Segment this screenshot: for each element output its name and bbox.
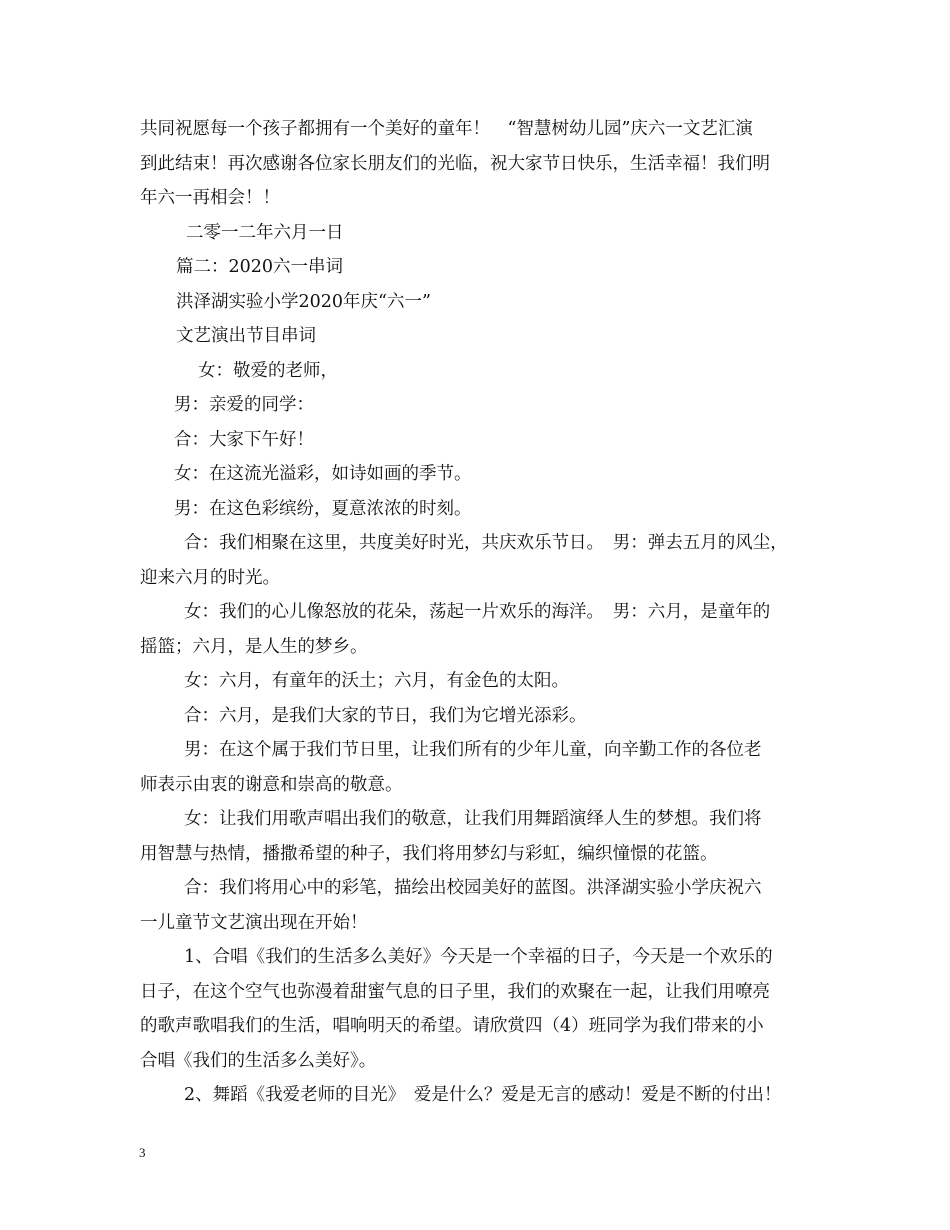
script-line: 合唱《我们的生活多么美好》。 (140, 1050, 377, 1071)
script-line: 师表示由衷的谢意和崇高的敬意。 (140, 774, 403, 795)
script-line: 2、舞蹈《我爱老师的目光》 爱是什么？爱是无言的感动！爱是不断的付出！ (184, 1085, 782, 1105)
text-line: 共同祝愿每一个孩子都拥有一个美好的童年！ “智慧树幼儿园”庆六一文艺汇演 (140, 119, 753, 139)
script-line: 合：六月，是我们大家的节日，我们为它增光添彩。 (184, 705, 587, 726)
script-line: 合：我们相聚在这里，共度美好时光，共庆欢乐节日。 男：弹去五月的风尘， (184, 533, 788, 553)
date-line: 二零一二年六月一日 (186, 222, 344, 243)
script-line: 女：让我们用歌声唱出我们的敬意，让我们用舞蹈演绎人生的梦想。我们将 (184, 809, 762, 829)
text-line: 到此结束！再次感谢各位家长朋友们的光临，祝大家节日快乐，生活幸福！我们明 (140, 153, 770, 174)
script-line: 合：我们将用心中的彩笔，描绘出校园美好的蓝图。洪泽湖实验小学庆祝六 (184, 878, 762, 898)
script-line: 男：在这个属于我们节日里，让我们所有的少年儿童，向辛勤工作的各位老 (184, 740, 762, 760)
script-line: 的歌声歌唱我们的生活，唱响明天的希望。请欣赏四（4）班同学为我们带来的小 (140, 1016, 764, 1036)
script-line: 女：我们的心儿像怒放的花朵，荡起一片欢乐的海洋。 男：六月，是童年的 (184, 602, 771, 622)
script-line: 男：在这色彩缤纷，夏意浓浓的时刻。 (174, 498, 472, 519)
text-line: 年六一再相会！！ (140, 188, 280, 208)
program-title: 洪泽湖实验小学2020年庆“六一” (176, 291, 431, 312)
program-subtitle: 文艺演出节目串词 (176, 326, 316, 346)
script-line: 用智慧与热情，播撒希望的种子，我们将用梦幻与彩虹，编织憧憬的花篮。 (140, 843, 718, 864)
script-line: 女：敬爱的老师， (198, 360, 338, 381)
page-number: 3 (139, 1145, 146, 1160)
document-body (140, 112, 840, 1113)
script-line: 女：六月，有童年的沃土；六月，有金色的太阳。 (184, 671, 569, 691)
script-line: 1、合唱《我们的生活多么美好》今天是一个幸福的日子，今天是一个欢乐的 (184, 947, 773, 967)
script-line: 日子，在这个空气也弥漫着甜蜜气息的日子里，我们的欢聚在一起，让我们用嘹亮 (140, 981, 770, 1002)
script-line: 合：大家下午好！ (174, 429, 314, 450)
script-line: 摇篮；六月，是人生的梦乡。 (140, 636, 368, 657)
script-line: 女：在这流光溢彩，如诗如画的季节。 (174, 464, 472, 484)
script-line: 男：亲爱的同学： (174, 395, 314, 415)
script-line: 一儿童节文艺演出现在开始！ (140, 912, 368, 933)
section-heading: 篇二：2020六一串词 (176, 257, 344, 277)
script-line: 迎来六月的时光。 (140, 567, 280, 588)
